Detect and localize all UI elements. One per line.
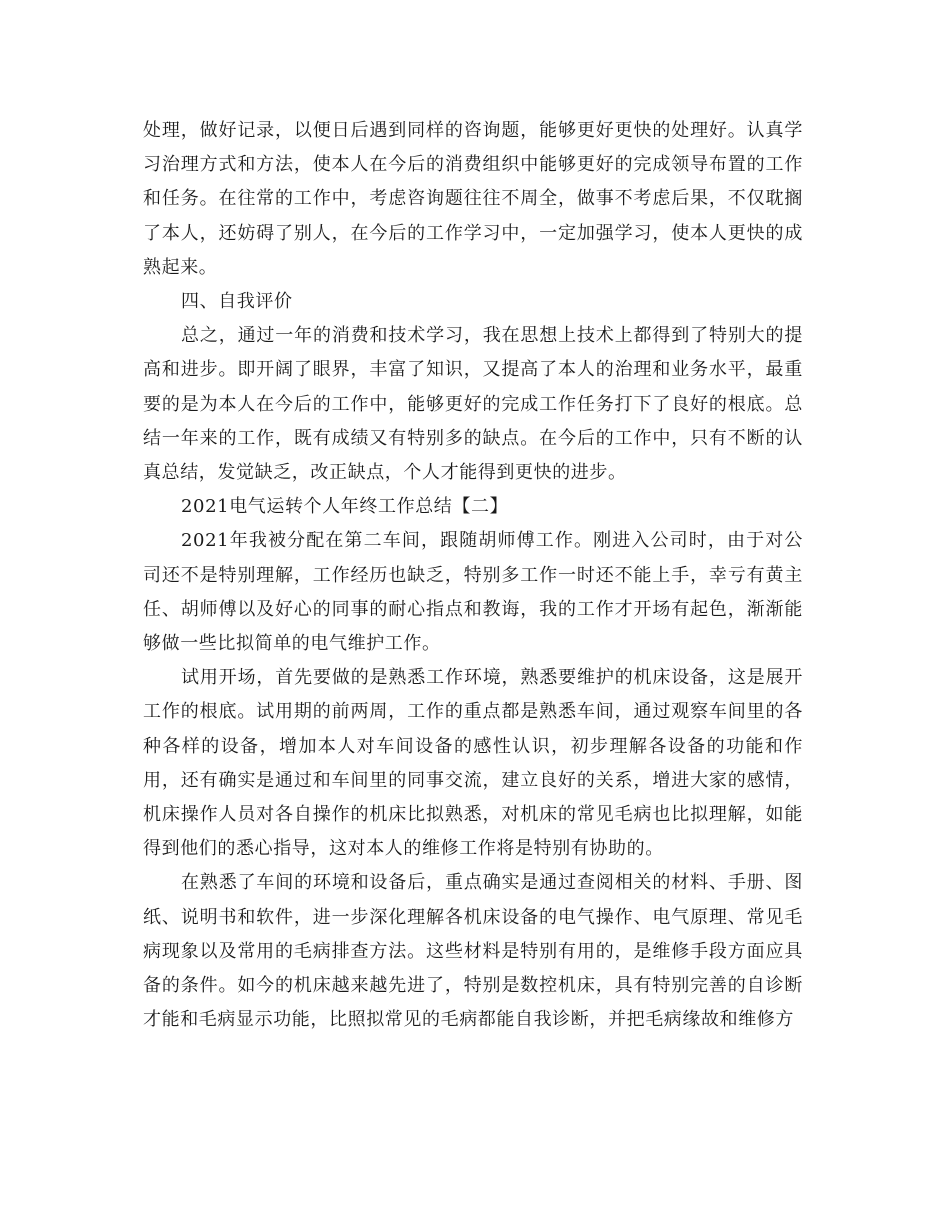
paragraph-learning-materials: 在熟悉了车间的环境和设备后，重点确实是通过查阅相关的材料、手册、图纸、说明书和软件，进一步深化理解各机床设备的电气操作、电气原理、常见毛病现象以及常用的毛病排查方法。这些材料是特别有用的，是维修手段方面应具备的条件。如今的机床越来越先进了，特别是数控机床，具有特别完善的自诊断才能和毛病显示功能，比照拟常见的毛病都能自我诊断，并把毛病缘故和维修方 — [143, 872, 803, 1031]
paragraph-summary: 总之，通过一年的消费和技术学习，我在思想上技术上都得到了特别大的提高和进步。即开阔了眼界，丰富了知识，又提高了本人的治理和业务水平，最重要的是为本人在今后的工作中，能够更好的完成工作任务打下了良好的根底。总结一年来的工作，既有成绩又有特别多的缺点。在今后的工作中，只有不断的认真总结，发觉缺乏，改正缺点，个人才能得到更快的进步。 — [143, 325, 803, 484]
paragraph-trial-start: 试用开场，首先要做的是熟悉工作环境，熟悉要维护的机床设备，这是展开工作的根底。试用期的前两周，工作的重点都是熟悉车间，通过观察车间里的各种各样的设备，增加本人对车间设备的感性认识，初步理解各设备的功能和作用，还有确实是通过和车间里的同事交流，建立良好的关系，增进大家的感情，机床操作人员对各自操作的机床比拟熟悉，对机床的常见毛病也比拟理解，如能得到他们的悉心指导，这对本人的维修工作将是特别有协助的。 — [143, 667, 803, 860]
section-heading-report-two: 2021电气运转个人年终工作总结【二】 — [181, 496, 509, 518]
document-body — [143, 114, 803, 1037]
section-heading-self-evaluation: 四、自我评价 — [181, 291, 293, 313]
paragraph-continuation: 处理，做好记录，以便日后遇到同样的咨询题，能够更好更快的处理好。认真学习治理方式和方法，使本人在今后的消费组织中能够更好的完成领导布置的工作和任务。在往常的工作中，考虑咨询题往往不周全，做事不考虑后果，不仅耽搁了本人，还妨碍了别人，在今后的工作学习中，一定加强学习，使本人更快的成熟起来。 — [143, 120, 803, 278]
paragraph-assignment: 2021年我被分配在第二车间，跟随胡师傅工作。刚进入公司时，由于对公司还不是特别理解，工作经历也缺乏，特别多工作一时还不能上手，幸亏有黄主任、胡师傅以及好心的同事的耐心指点和教诲，我的工作才开场有起色，渐渐能够做一些比拟简单的电气维护工作。 — [143, 530, 803, 655]
